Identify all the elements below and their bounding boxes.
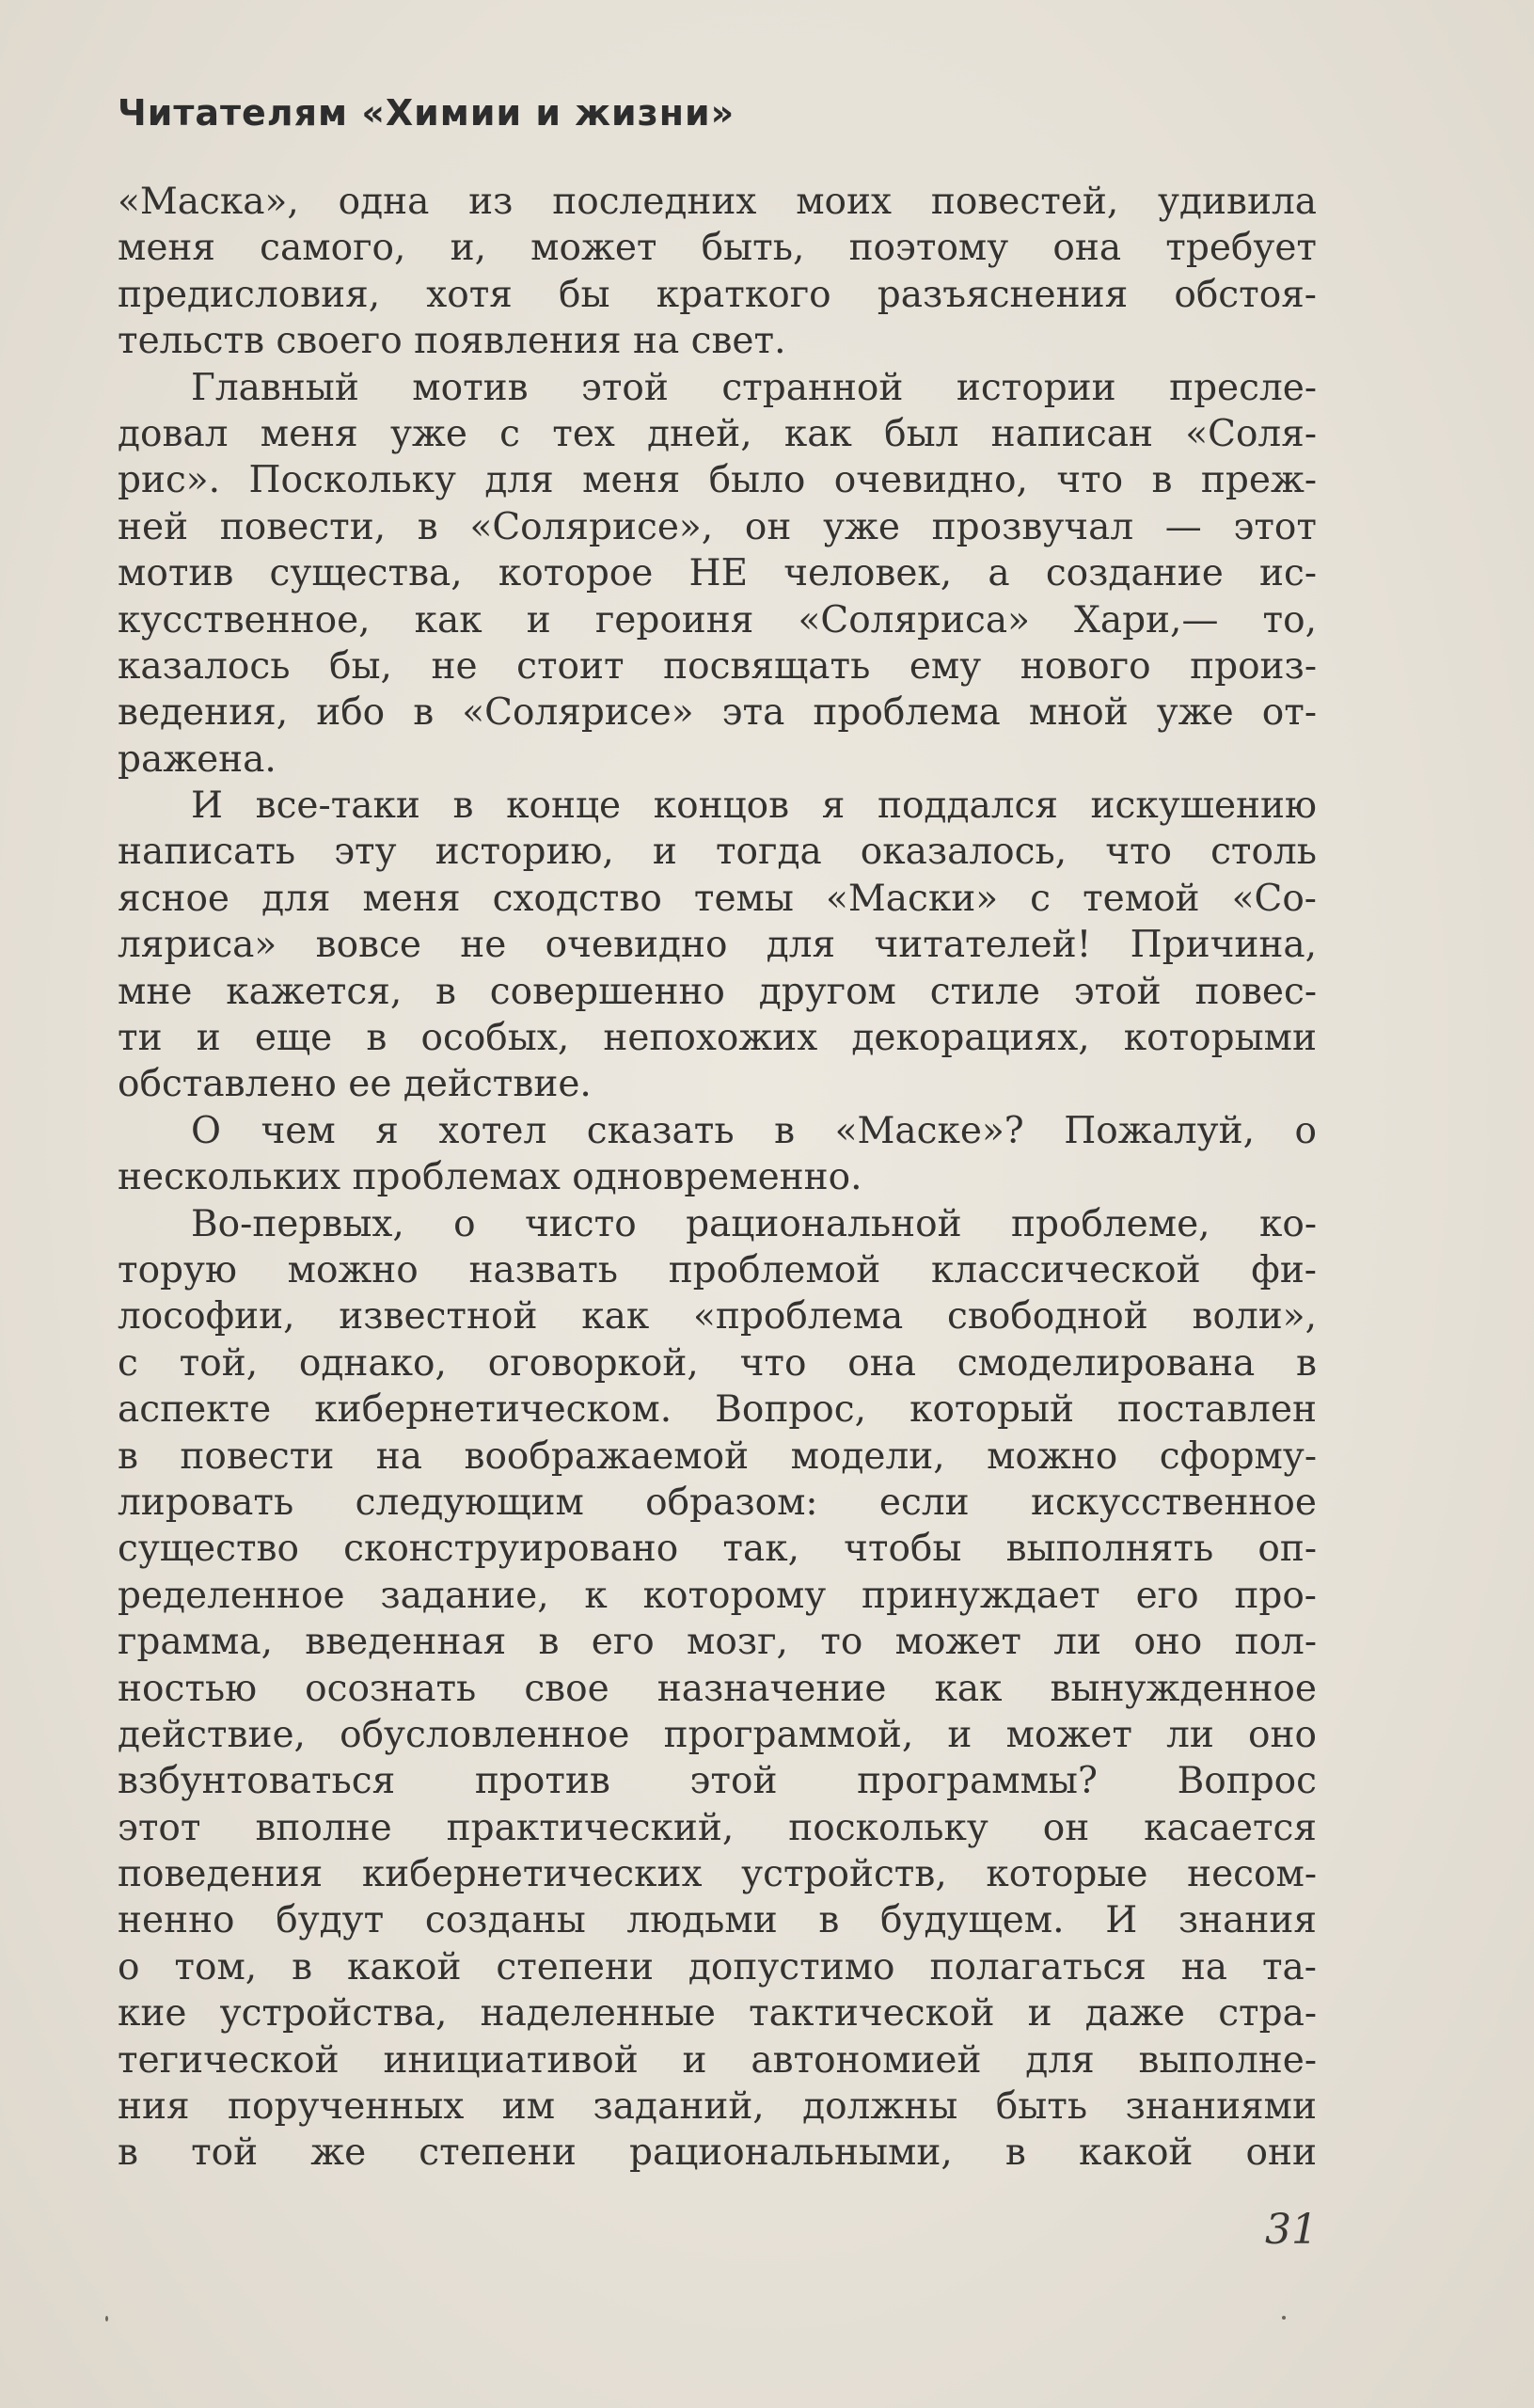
text-line: Главный мотив этой странной истории пресле- — [191, 366, 1317, 409]
text-line: взбунтоваться против этой программы? Вопрос — [118, 1760, 1317, 1803]
paper-speck — [105, 2316, 108, 2321]
text-line: лировать следующим образом: если искусственное — [118, 1481, 1317, 1524]
text-line: ностью осознать свое назначение как вынужденное — [118, 1667, 1317, 1710]
text-line: действие, обусловленное программой, и может ли оно — [118, 1713, 1317, 1756]
paragraph — [118, 1108, 1317, 1201]
text-line: И все-таки в конце концов я поддался искушению — [191, 784, 1317, 828]
text-line: тельств своего появления на свет. — [118, 320, 786, 363]
text-line: обставлено ее действие. — [118, 1063, 592, 1106]
text-line: кие устройства, наделенные тактической и даже стра- — [118, 1992, 1317, 2036]
text-line: ляриса» вовсе не очевидно для читателей! Причина, — [118, 924, 1317, 967]
text-line: ненно будут созданы людьми в будущем. И знания — [118, 1899, 1317, 1942]
body-text — [118, 179, 1317, 2177]
text-line: поведения кибернетических устройств, которые несом- — [118, 1853, 1317, 1896]
paragraph — [118, 179, 1317, 365]
text-line: нескольких проблемах одновременно. — [118, 1156, 862, 1199]
text-line: тегической инициативой и автономией для выполне- — [118, 2038, 1317, 2082]
text-line: Во-первых, о чисто рациональной проблеме, ко- — [191, 1202, 1317, 1245]
text-line: О чем я хотел сказать в «Маске»? Пожалуй, о — [191, 1109, 1317, 1152]
text-line: меня самого, и, может быть, поэтому она требует — [118, 227, 1317, 270]
text-line: ней повести, в «Солярисе», он уже прозвучал — этот — [118, 505, 1317, 548]
page-number: 31 — [1265, 2206, 1318, 2254]
text-line: ясное для меня сходство темы «Маски» с темой «Со- — [118, 877, 1317, 920]
text-line: ределенное задание, к которому принуждает его про- — [118, 1574, 1317, 1617]
text-line: аспекте кибернетическом. Вопрос, который поставлен — [118, 1388, 1317, 1432]
text-line: предисловия, хотя бы краткого разъяснения обстоя- — [118, 273, 1317, 316]
text-line: в повести на воображаемой модели, можно сформу- — [118, 1434, 1317, 1478]
running-head: Читателям «Химии и жизни» — [118, 92, 735, 134]
text-line: с той, однако, оговоркой, что она смоделирована в — [118, 1341, 1317, 1385]
paragraph — [118, 1201, 1317, 2177]
paragraph — [118, 783, 1317, 1108]
text-line: этот вполне практический, поскольку он касается — [118, 1806, 1317, 1849]
text-line: ния порученных им заданий, должны быть знаниями — [118, 2085, 1317, 2129]
text-line: о том, в какой степени допустимо полагаться на та- — [118, 1945, 1317, 1988]
text-line: кусственное, как и героиня «Соляриса» Хари,— то, — [118, 598, 1317, 642]
text-line: грамма, введенная в его мозг, то может ли оно пол- — [118, 1621, 1317, 1664]
text-line: лософии, известной как «проблема свободной воли», — [118, 1295, 1317, 1339]
text-line: в той же степени рациональными, в какой они — [118, 2131, 1317, 2175]
text-line: ти и еще в особых, непохожих декорациях, которыми — [118, 1017, 1317, 1060]
text-line: довал меня уже с тех дней, как был написан «Соля- — [118, 412, 1317, 455]
paper-speck — [1282, 2316, 1286, 2320]
text-line: рис». Поскольку для меня было очевидно, что в преж- — [118, 459, 1317, 502]
paragraph — [118, 365, 1317, 784]
text-line: написать эту историю, и тогда оказалось, что столь — [118, 831, 1317, 874]
text-line: торую можно назвать проблемой классической фи- — [118, 1248, 1317, 1291]
text-line: казалось бы, не стоит посвящать ему нового произ- — [118, 644, 1317, 688]
text-line: мне кажется, в совершенно другом стиле этой повес- — [118, 970, 1317, 1013]
text-line: мотив существа, которое НЕ человек, а создание ис- — [118, 552, 1317, 595]
text-line: ведения, ибо в «Солярисе» эта проблема мной уже от- — [118, 691, 1317, 735]
text-line: существо сконструировано так, чтобы выполнять оп- — [118, 1528, 1317, 1571]
text-line: «Маска», одна из последних моих повестей, удивила — [118, 181, 1317, 223]
text-line: ражена. — [118, 737, 277, 781]
